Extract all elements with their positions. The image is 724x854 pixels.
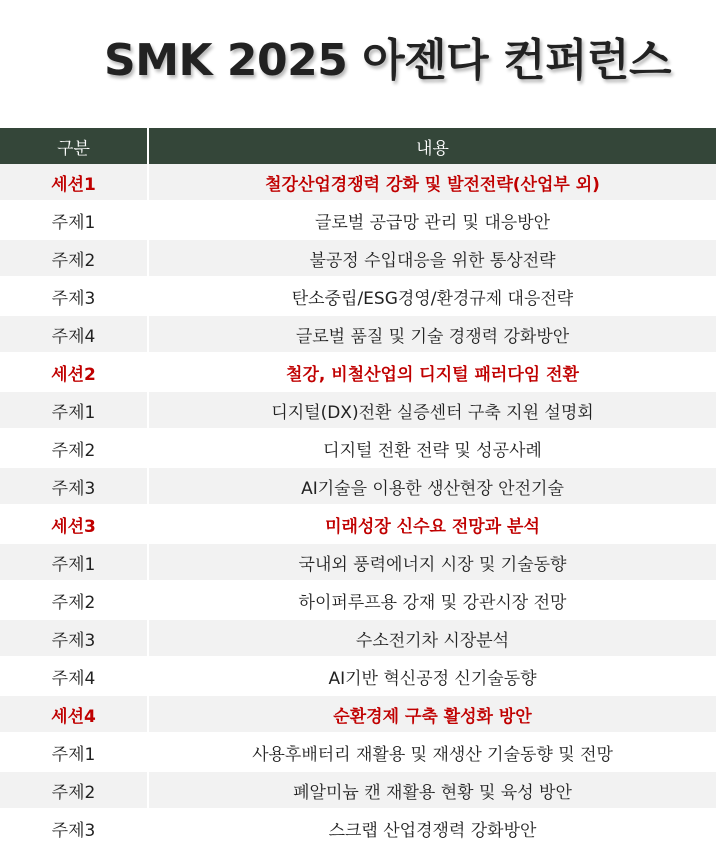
row-content: 사용후배터리 재활용 및 재생산 기술동향 및 전망	[148, 733, 716, 771]
session-row	[0, 164, 716, 201]
row-content: 디지털 전환 전략 및 성공사례	[148, 429, 716, 467]
topic-row	[0, 467, 716, 505]
topic-row	[0, 239, 716, 277]
row-content: 순환경제 구축 활성화 방안	[148, 695, 716, 733]
session-row	[0, 505, 716, 543]
row-content: 스크랩 산업경쟁력 강화방안	[148, 809, 716, 847]
row-category: 주제2	[0, 429, 148, 467]
row-category: 주제4	[0, 315, 148, 353]
row-category: 주제4	[0, 657, 148, 695]
row-category: 주제2	[0, 239, 148, 277]
row-category: 세션4	[0, 695, 148, 733]
row-category: 주제1	[0, 733, 148, 771]
row-content: 불공정 수입대응을 위한 통상전략	[148, 239, 716, 277]
topic-row	[0, 429, 716, 467]
row-category: 주제3	[0, 467, 148, 505]
row-category: 주제3	[0, 809, 148, 847]
row-category: 주제2	[0, 581, 148, 619]
topic-row	[0, 315, 716, 353]
row-category: 주제1	[0, 201, 148, 239]
row-category: 주제1	[0, 391, 148, 429]
row-content: 수소전기차 시장분석	[148, 619, 716, 657]
row-content: AI기반 혁신공정 신기술동향	[148, 657, 716, 695]
column-header-content: 내용	[148, 128, 716, 164]
row-category: 주제3	[0, 277, 148, 315]
topic-row	[0, 657, 716, 695]
page-title: SMK 2025 아젠다 컨퍼런스	[104, 35, 672, 86]
row-content: 미래성장 신수요 전망과 분석	[148, 505, 716, 543]
topic-row	[0, 277, 716, 315]
column-header-category: 구분	[0, 128, 148, 164]
topic-row	[0, 391, 716, 429]
row-content: 디지털(DX)전환 실증센터 구축 지원 설명회	[148, 391, 716, 429]
row-content: 글로벌 품질 및 기술 경쟁력 강화방안	[148, 315, 716, 353]
topic-row	[0, 201, 716, 239]
row-content: 글로벌 공급망 관리 및 대응방안	[148, 201, 716, 239]
row-content: 철강, 비철산업의 디지털 패러다임 전환	[148, 353, 716, 391]
agenda-table-body	[0, 164, 716, 847]
table-header-row	[0, 128, 716, 164]
row-category: 주제2	[0, 771, 148, 809]
topic-row	[0, 809, 716, 847]
topic-row	[0, 581, 716, 619]
agenda-table	[0, 128, 716, 848]
row-content: 철강산업경쟁력 강화 및 발전전략(산업부 외)	[148, 164, 716, 201]
topic-row	[0, 619, 716, 657]
row-category: 주제3	[0, 619, 148, 657]
session-row	[0, 695, 716, 733]
topic-row	[0, 733, 716, 771]
session-row	[0, 353, 716, 391]
row-category: 세션1	[0, 164, 148, 201]
row-content: 탄소중립/ESG경영/환경규제 대응전략	[148, 277, 716, 315]
row-content: 폐알미늄 캔 재활용 현황 및 육성 방안	[148, 771, 716, 809]
row-category: 주제1	[0, 543, 148, 581]
row-content: AI기술을 이용한 생산현장 안전기술	[148, 467, 716, 505]
row-category: 세션2	[0, 353, 148, 391]
row-content: 국내외 풍력에너지 시장 및 기술동향	[148, 543, 716, 581]
topic-row	[0, 543, 716, 581]
topic-row	[0, 771, 716, 809]
row-content: 하이퍼루프용 강재 및 강관시장 전망	[148, 581, 716, 619]
row-category: 세션3	[0, 505, 148, 543]
